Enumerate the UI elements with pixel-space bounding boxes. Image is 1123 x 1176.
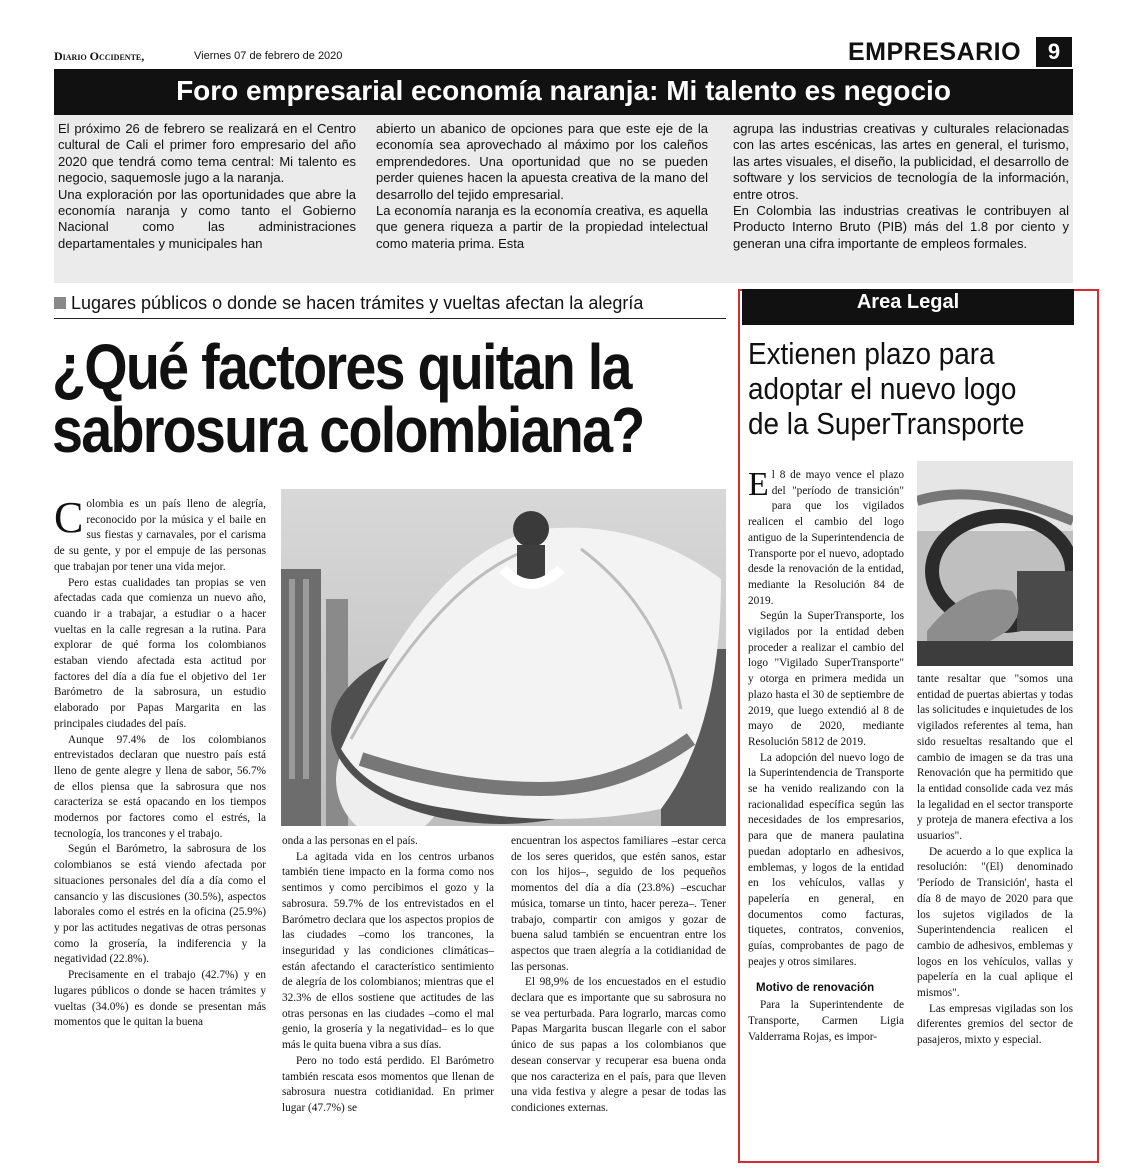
kicker: [54, 293, 726, 319]
foro-paragraph: La economía naranja es la economía creativa, es aquella que genera riqueza a partir de la propiedad intelectual como materia prima. Esta: [376, 203, 708, 251]
legal-subhead: Motivo de renovación: [756, 981, 875, 994]
driver-photo: [917, 461, 1073, 666]
foro-title: Foro empresarial economía naranja: Mi talento es negocio: [54, 69, 1073, 115]
masthead: Diario Occidente,: [54, 49, 145, 63]
dancer-photo: [281, 489, 726, 826]
foro-column-3: [733, 121, 1069, 252]
main-headline: ¿Qué factores quitan la sabrosura colombiana?: [52, 331, 644, 466]
foro-paragraph: Una exploración por las oportunidades que abre la economía naranja y como tanto el Gobierno Nacional como las administraciones departamentales y municipales han: [58, 186, 356, 251]
page-number: 9: [1036, 37, 1072, 67]
main-column-2: [282, 834, 494, 1117]
main-column-3: [511, 834, 726, 1117]
article-paragraph: Según la SuperTransporte, los vigilados por la entidad deben proceder a realizar el cambio del logo "Vigilado SuperTransporte" y otorga en primera medida un plazo hasta el 30 de septiembre de 2019, que luego extendió al 8 de mayo de 2020, mediante Resolución 5812 de 2019.: [748, 610, 904, 748]
legal-column-2: [917, 672, 1073, 1049]
article-paragraph: De acuerdo a lo que explica la resolución: "(El) denominado 'Período de Transición', hasta el día 8 de mayo de 2020 para que los sujetos vigilados de la Superintendencia realicen el cambio de adhesivos, emblemas y logos en los vehículos, vallas y papelería en la cual aplique el mismos".: [917, 845, 1073, 1000]
article-paragraph: El 8 de mayo vence el plazo del "período de transición" para que los vigilados realicen el cambio del logo antiguo de la Superintendencia de Transporte por el nuevo, adoptado desde la renovación de la entidad, mediante la Resolución 84 de 2019.: [748, 466, 904, 607]
article-paragraph: Para la Superintendente de Transporte, Carmen Ligia Valderrama Rojas, es impor-: [748, 999, 904, 1043]
article-paragraph: Precisamente en el trabajo (42.7%) y en lugares públicos o donde se hacen trámites y vueltas (34.0%) es donde se presentan más momentos que le quitan la buena: [54, 969, 266, 1029]
article-paragraph: El 98,9% de los encuestados en el estudio declara que es importante que su sabrosura no se vea perturbada. Para lograrlo, marcas como Papas Margarita buscan llegarle con el sabor único de sus papas a los colombianos que desean conservar y recuperar esa buena onda que nos caracteriza en el país, para que lleven una vida festiva y alegre a pesar de todas las condiciones externas.: [511, 976, 726, 1114]
article-paragraph: Las empresas vigiladas son los diferentes gremios del sector de pasajeros, mixto y especial.: [917, 1002, 1073, 1047]
drop-cap: C: [54, 493, 84, 542]
article-paragraph: Aunque 97.4% de los colombianos entrevistados declaran que nuestro país está lleno de gente alegre y llena de sabor, 56.7% de ellos piensa que la sabrosura que nos caracteriza se está opacando en los tiempos modernos por factores como el estrés, la tecnología, los trancones y el trabajo.: [54, 733, 266, 840]
article-paragraph: Pero estas cualidades tan propias se ven afectadas cada que comienza un nuevo año, cuando ir a trabajar, a estudiar o a hacer vueltas en la calle regresan a la rutina. Para explorar de qué forma los colombianos estaban viendo afectada esta actitud por factores del día a día fue el objetivo del 1er Barómetro de la sabrosura, un estudio elaborado por Papas Margarita en las principales ciudades del país.: [54, 576, 266, 730]
foro-column-1: [58, 121, 356, 252]
article-paragraph: La adopción del nuevo logo de la Superintendencia de Transporte se ha venido realizando con la racionalidad específica según las necesidades de los empresarios, para que de manera paulatina puedan adoptarlo en adhesivos, emblemas, y logos de la entidad en los vehículos, vallas y papelería en general, en documentos como facturas, tiquetes, contratos, convenios, guías, comprobantes de pago de peajes y otros similares.: [748, 751, 904, 968]
article-paragraph: La agitada vida en los centros urbanos también tiene impacto en la forma como nos sentimos y como percibimos el gozo y la sabrosura. 59.7% de los entrevistados en el Barómetro declara que los aspectos propios de las ciudades –como los trancones, la inseguridad y las condiciones climáticas– están afectando el característico sentimiento de alegría de los colombianos; mientras que el 32.3% de ellos sostiene que actitudes de las otras personas en las ciudades –como el mal genio, la grosería y la negatividad– es lo que más le quita buena vibra a sus días.: [282, 850, 494, 1052]
square-bullet-icon: [54, 297, 66, 309]
article-paragraph: encuentran los aspectos familiares –estar cerca de los seres queridos, que estén sanos, estar con los hijos–, seguido de los pequeños momentos del día a día (23.8%) –escuchar música, tomarse un tinto, hacer pereza–. Tener trabajo, compartir con amigos y gozar de buena salud también se encuentran entre los aspectos que traen alegría a la cotidianidad de las personas.: [511, 835, 726, 973]
main-column-1: [54, 493, 266, 1031]
issue-date: Viernes 07 de febrero de 2020: [194, 50, 343, 62]
foro-column-2: [376, 121, 708, 252]
kicker-text: Lugares públicos o donde se hacen trámites y vueltas afectan la alegría: [71, 293, 644, 313]
foro-paragraph: En Colombia las industrias creativas le contribuyen al Producto Interno Bruto (PIB) más del 1.8 por ciento y generan una cifra importante de empleos formales.: [733, 203, 1069, 251]
foro-paragraph: abierto un abanico de opciones para que este eje de la economía sea aprovechado al máximo por los caleños emprendedores. Una oportunidad que no se pueden perder quienes hacen la apuesta creativa de la mano del desarrollo del tejido empresarial.: [376, 121, 708, 202]
legal-headline: Extienen plazo para adoptar el nuevo logo de la SuperTransporte: [748, 336, 1025, 441]
section-title: EMPRESARIO: [848, 38, 1022, 66]
foro-paragraph: agrupa las industrias creativas y culturales relacionadas con las artes escénicas, las artes en general, el turismo, las artes visuales, el diseño, la publicidad, el desarrollo de software y los servicios de tecnología de la información, entre otros.: [733, 121, 1069, 202]
article-paragraph: Colombia es un país lleno de alegría, reconocido por la música y el baile en sus fiestas y carnavales, por el carisma de su gente, y por el empuje de las personas que trabajan por tener una vida mejor.: [54, 493, 266, 573]
article-paragraph: tante resaltar que "somos una entidad de puertas abiertas y todas las solicitudes e inquietudes de los vigilados referentes al tema, han sido resueltas resaltando que el cambio de imagen se da tras una Renovación que ha permitido que la entidad consolide cada vez más la legalidad en el sector transporte y proteja de manera efectiva a los usuarios".: [917, 673, 1073, 843]
article-paragraph: onda a las personas en el país.: [282, 835, 418, 847]
foro-paragraph: El próximo 26 de febrero se realizará en el Centro cultural de Cali el primer foro empresario del año 2020 que tendrá como tema central: Mi talento es negocio, saquemosle jugo a la naranja.: [58, 121, 356, 186]
article-paragraph: Según el Barómetro, la sabrosura de los colombianos se está viendo afectada por situaciones personales del día a día como el cansancio y las discusiones (30.5%), aspectos laborales como el estrés en la oficina (25.9%) y por las actitudes negativas de otras personas como la grosería, la indiferencia y la negatividad (22.8%).: [54, 843, 266, 966]
area-legal-bar: Area Legal: [742, 289, 1074, 325]
drop-cap: E: [748, 466, 769, 503]
legal-column-1: [748, 468, 904, 1045]
article-paragraph: Pero no todo está perdido. El Barómetro también rescata esos momentos que llenan de sabrosura nuestra cotidianidad. En primer lugar (47.7%) se: [282, 1054, 494, 1114]
